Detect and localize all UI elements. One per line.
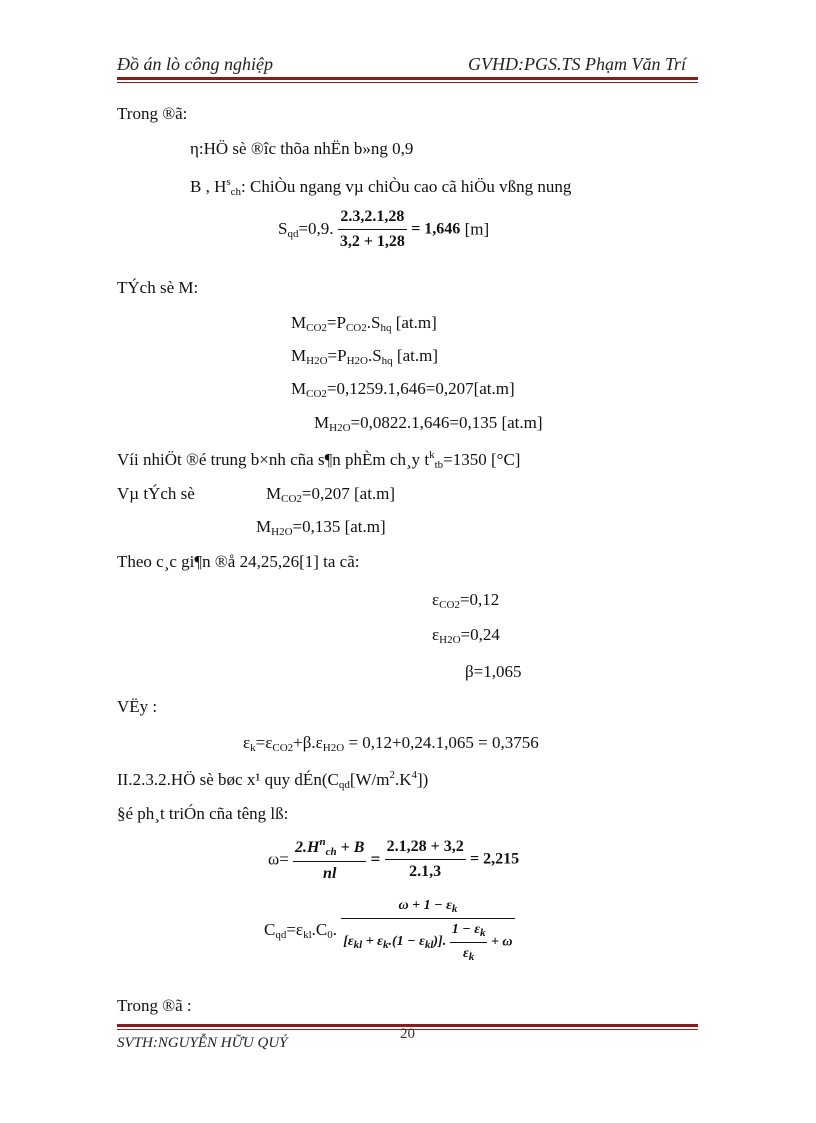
m2-g: [at.m]: [392, 346, 438, 365]
cqd-in-sub: k: [479, 927, 486, 939]
cqd-inner-denominator: [450, 943, 488, 963]
omega-n1-sup: n: [319, 836, 326, 848]
text-line-theo-gian-do: Theo c¸c gi¶n ®å 24,25,26[1] ta cã:: [117, 552, 360, 571]
omega-symbol: ω=: [268, 849, 289, 869]
l9-d: ]): [417, 770, 429, 789]
equation-m-h2o-value: [314, 413, 543, 434]
l5-b: =1350 [°C]: [443, 450, 521, 469]
omega-result: = 2,215: [469, 850, 520, 868]
equation-m-h2o: [291, 346, 438, 367]
text-b-h-sub: ch: [230, 186, 242, 198]
m1-g: [at.m]: [391, 313, 437, 332]
footer-author: SVTH:NGUYỄN HỮU QUÝ: [117, 1035, 288, 1051]
cqd-d-c-sub: kl: [424, 939, 434, 951]
m1-a: M: [291, 313, 307, 332]
cqd-n-sub: k: [451, 903, 458, 915]
l9-c: .K: [394, 770, 412, 789]
header-rule-thin: [117, 82, 698, 83]
l9-sup2: 4: [411, 769, 418, 781]
equation-m-h2o-final: [256, 517, 386, 538]
omega-fraction-1: [293, 836, 366, 883]
cqd-inner-numerator: [450, 922, 488, 943]
l5-sub: tb: [434, 459, 444, 471]
cqd-n-a: ω + 1 − ε: [398, 898, 452, 913]
equation-m-co2-value: [291, 379, 515, 400]
omega-numerator-1: [293, 836, 366, 862]
l9-sub: qd: [338, 779, 350, 791]
cqd-inner-fraction: [450, 922, 488, 963]
m5-c: =0,207 [at.m]: [301, 484, 396, 503]
m6-b: H2O: [271, 526, 293, 538]
ek-b: k: [250, 742, 256, 754]
m4-a: M: [314, 413, 330, 432]
cqd-fraction: [341, 898, 514, 963]
text-b-h-desc: : ChiÒu ngang vµ chiÒu cao cã hiÖu vßng nung: [241, 177, 572, 196]
ek-c: =ε: [255, 733, 273, 752]
text-line-va-tich-so: Vµ tÝch sè: [117, 484, 195, 503]
page-number: 20: [400, 1026, 415, 1042]
cqd-d-b: + ε: [362, 934, 383, 949]
m3-c: =0,1259.1,646=0,207[at.m]: [326, 379, 515, 398]
ek-f: H2O: [322, 742, 345, 754]
l9-b: [W/m: [349, 770, 390, 789]
m3-b: CO2: [306, 388, 327, 400]
cqd-numerator: [341, 898, 514, 919]
sqd-numerator: 2.3,2.1,28: [338, 208, 407, 230]
equation-eps-co2: [432, 590, 499, 611]
l9-sup1: 2: [389, 769, 395, 781]
e1-b: CO2: [439, 599, 460, 611]
m2-c: =P: [327, 346, 347, 365]
text-line-tich-so: TÝch sè M:: [117, 278, 199, 297]
cqd-denominator: [341, 919, 514, 963]
cqd-l-f: 0: [327, 929, 333, 941]
equation-eps-h2o: [432, 625, 500, 646]
cqd-in-a: 1 − ε: [451, 922, 480, 937]
text-line-voi-nhiet-do: [117, 449, 520, 471]
m4-b: H2O: [329, 422, 351, 434]
l5-sup: k: [429, 449, 435, 461]
cqd-d-b-sub: k: [382, 939, 389, 951]
cqd-l-a: C: [264, 920, 276, 939]
sqd-unit: [m]: [460, 219, 490, 239]
cqd-l-d: kl: [303, 929, 312, 941]
m1-e: .S: [366, 313, 381, 332]
sqd-fraction: [338, 208, 407, 251]
m5-a: M: [266, 484, 282, 503]
cqd-left: [264, 920, 337, 939]
section-heading-he-so-buc-xa: [117, 769, 428, 791]
omega-n1-a: 2.H: [295, 839, 320, 856]
cqd-d-a-sub: kl: [353, 939, 363, 951]
e2-b: H2O: [439, 634, 461, 646]
e1-a: ε: [432, 590, 440, 609]
sqd-coef: =0,9.: [298, 219, 334, 238]
cqd-id-a: ε: [462, 946, 469, 961]
equation-eps-k: [243, 733, 539, 754]
cqd-d-c: .(1 − ε: [388, 934, 425, 949]
text-line-trong-do-2: Trong ®ã :: [117, 996, 192, 1015]
omega-fraction-2: [385, 838, 466, 881]
e2-c: =0,24: [460, 625, 500, 644]
cqd-l-b: qd: [275, 929, 287, 941]
m1-b: CO2: [306, 322, 327, 334]
text-line-eta: η:HÖ sè ®îc thõa nhËn b»ng 0,9: [190, 139, 414, 158]
omega-n1-sub: ch: [325, 846, 337, 858]
omega-denominator-1: nl: [323, 865, 337, 882]
e1-c: =0,12: [459, 590, 500, 609]
l5-a: Víi nhiÖt ®é trung b×nh cña s¶n phÈm ch¸y t: [117, 450, 430, 469]
m4-c: =0,0822.1,646=0,135 [at.m]: [350, 413, 543, 432]
text-b-h-sup: s: [226, 176, 231, 188]
text-line-do-phat-trien: §é ph¸t triÓn cña têng lß:: [117, 804, 289, 823]
equation-m-co2-final: [266, 484, 395, 505]
cqd-id-sub: k: [468, 951, 475, 963]
cqd-l-e: .C: [311, 920, 328, 939]
cqd-l-c: =ε: [286, 920, 304, 939]
header-left: Đồ án lò công nghiệp: [117, 54, 273, 74]
ek-g: = 0,12+0,24.1,065 = 0,3756: [344, 733, 539, 752]
e2-a: ε: [432, 625, 440, 644]
m1-f: hq: [380, 322, 392, 334]
cqd-l-g: .: [332, 920, 337, 939]
sqd-result: = 1,646: [411, 220, 461, 238]
omega-n1-b: + B: [336, 839, 365, 856]
cqd-d-a: [ε: [343, 934, 354, 949]
text-line-trong-do: Trong ®ã:: [117, 104, 188, 123]
m3-a: M: [291, 379, 307, 398]
text-line-b-h: [190, 176, 571, 198]
equation-sqd: [278, 208, 489, 251]
sqd-symbol: S: [278, 219, 288, 238]
omega-denominator-2: 2.1,3: [409, 863, 442, 880]
m5-b: CO2: [281, 493, 302, 505]
header-right: GVHD:PGS.TS Phạm Văn Trí: [468, 54, 687, 74]
equation-beta: β=1,065: [465, 662, 522, 681]
m1-c: =P: [326, 313, 346, 332]
l9-a: II.2.3.2.HÖ sè bøc x¹ quy dÉn(C: [117, 770, 339, 789]
text-b-h-prefix: B , H: [190, 177, 227, 196]
omega-numerator-2: 2.1,28 + 3,2: [385, 838, 466, 860]
m2-a: M: [291, 346, 307, 365]
m6-c: =0,135 [at.m]: [292, 517, 386, 536]
ek-e: +β.ε: [293, 733, 323, 752]
equation-m-co2: [291, 313, 437, 334]
m2-b: H2O: [306, 355, 328, 367]
m2-f: hq: [381, 355, 393, 367]
sqd-denominator: 3,2 + 1,28: [339, 233, 405, 250]
equation-omega: ω= $\frac{2.H^n_{ch} + B}{nl}$ = $\frac{2.1,28 + 3,2}{2.1,3}$ = 2,215: [268, 836, 520, 882]
equation-cqd: [264, 898, 515, 963]
m2-d: H2O: [346, 355, 368, 367]
header-rule-thick: [117, 77, 698, 80]
text-line-vay: VËy :: [117, 697, 158, 716]
m2-e: .S: [367, 346, 382, 365]
m6-a: M: [256, 517, 272, 536]
cqd-plus-omega: + ω: [490, 934, 513, 950]
m1-d: CO2: [345, 322, 367, 334]
ek-d: CO2: [272, 742, 294, 754]
sqd-sub: qd: [287, 228, 299, 240]
ek-a: ε: [243, 733, 251, 752]
cqd-d-d: )].: [433, 934, 447, 949]
